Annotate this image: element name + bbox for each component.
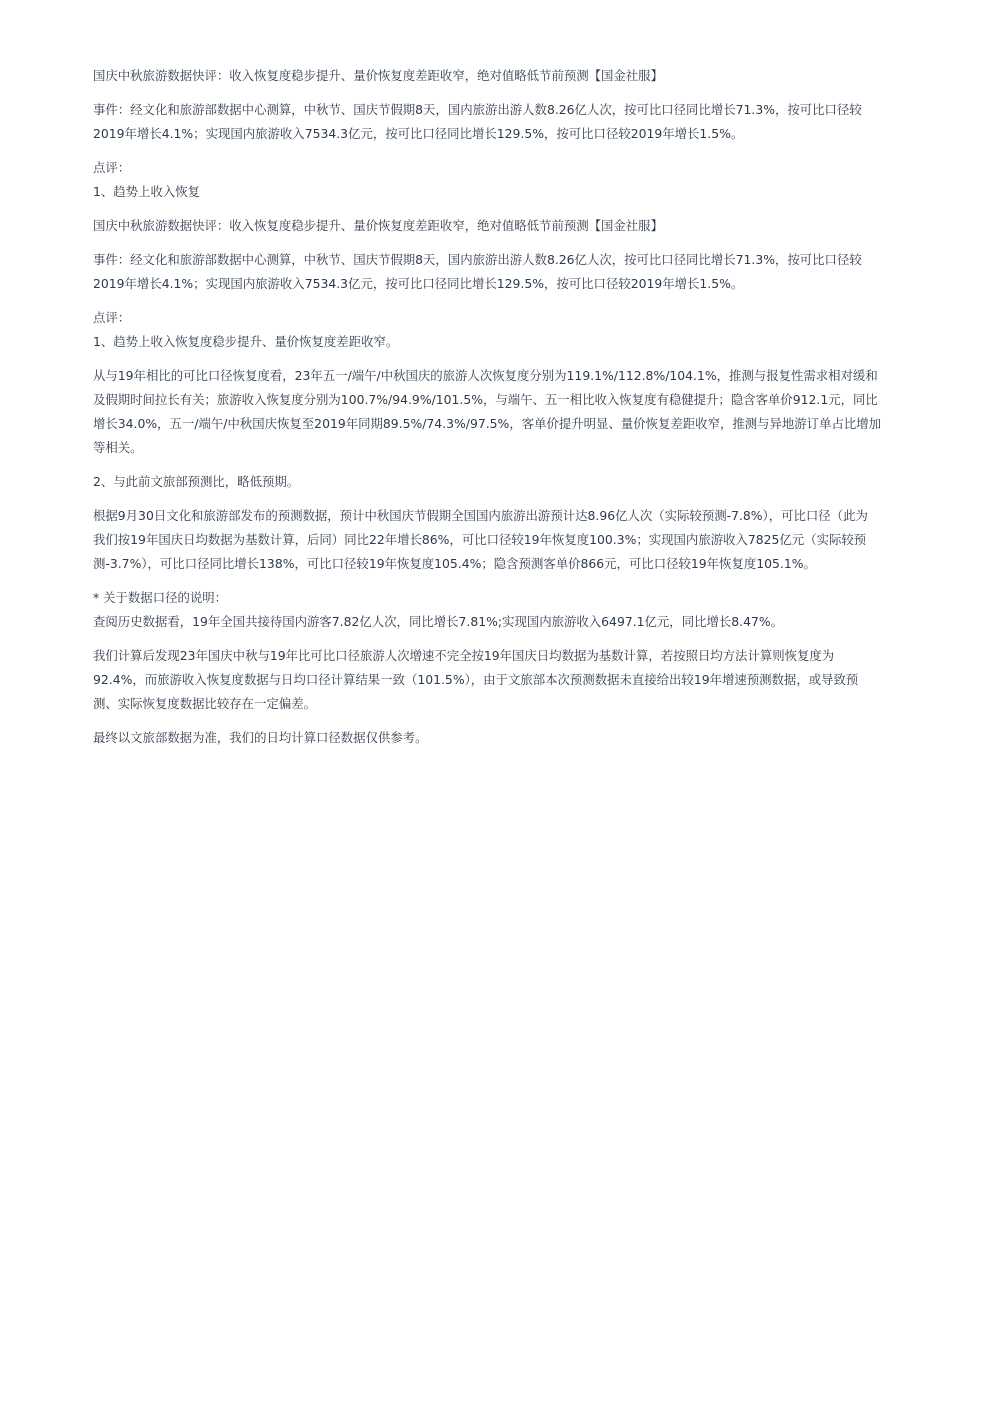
comment-block bbox=[93, 306, 945, 354]
note-history: 查阅历史数据看，19年全国共接待国内游客7.82亿人次，同比增长7.81%;实现国内旅游收入6497.1亿元，同比增长8.47%。 bbox=[93, 614, 784, 629]
paragraph-line: 从与19年相比的可比口径恢复度看，23年五一/端午/中秋国庆的旅游人次恢复度分别为119.1%/112.8%/104.1%，推测与报复性需求相对缓和 bbox=[93, 368, 878, 383]
data-note bbox=[93, 586, 945, 634]
final-note bbox=[93, 726, 945, 750]
forecast-paragraph bbox=[93, 504, 945, 576]
paragraph-line: 根据9月30日文化和旅游部发布的预测数据，预计中秋国庆节假期全国国内旅游出游预计达8.96亿人次（实际较预测-7.8%），可比口径（此为 bbox=[93, 508, 868, 523]
article-title bbox=[93, 214, 945, 238]
event-line: 事件：经文化和旅游部数据中心测算，中秋节、国庆节假期8天，国内旅游出游人数8.26亿人次，按可比口径同比增长71.3%，按可比口径较 bbox=[93, 102, 862, 117]
paragraph-line: 92.4%，而旅游收入恢复度数据与日均口径计算结果一致（101.5%），由于文旅部本次预测数据未直接给出较19年增速预测数据，或导致预 bbox=[93, 672, 859, 687]
calc-paragraph bbox=[93, 644, 945, 716]
point-heading: 2、与此前文旅部预测比，略低预期。 bbox=[93, 474, 300, 489]
note-label: * 关于数据口径的说明： bbox=[93, 590, 228, 605]
final-text: 最终以文旅部数据为准，我们的日均计算口径数据仅供参考。 bbox=[93, 730, 428, 745]
event-paragraph bbox=[93, 248, 945, 296]
recovery-paragraph bbox=[93, 364, 945, 460]
title-text: 国庆中秋旅游数据快评：收入恢复度稳步提升、量价恢复度差距收窄，绝对值略低节前预测【国金社服】 bbox=[93, 218, 663, 233]
paragraph-line: 测、实际恢复度数据比较存在一定偏差。 bbox=[93, 696, 317, 711]
event-line: 2019年增长4.1%；实现国内旅游收入7534.3亿元，按可比口径同比增长129.5%，按可比口径较2019年增长1.5%。 bbox=[93, 276, 744, 291]
event-line: 事件：经文化和旅游部数据中心测算，中秋节、国庆节假期8天，国内旅游出游人数8.26亿人次，按可比口径同比增长71.3%，按可比口径较 bbox=[93, 252, 862, 267]
comment-label: 点评： bbox=[93, 310, 131, 325]
paragraph-line: 我们按19年国庆日均数据为基数计算，后同）同比22年增长86%，可比口径较19年恢复度100.3%；实现国内旅游收入7825亿元（实际较预 bbox=[93, 532, 867, 547]
paragraph-line: 测-3.7%），可比口径同比增长138%，可比口径较19年恢复度105.4%；隐含预测客单价866元，可比口径较19年恢复度105.1%。 bbox=[93, 556, 816, 571]
point-heading: 1、趋势上收入恢复 bbox=[93, 184, 201, 199]
comment-label: 点评： bbox=[93, 160, 131, 175]
paragraph-line: 我们计算后发现23年国庆中秋与19年比可比口径旅游人次增速不完全按19年国庆日均数据为基数计算，若按照日均方法计算则恢复度为 bbox=[93, 648, 835, 663]
document-body bbox=[93, 64, 945, 760]
point-2 bbox=[93, 470, 945, 494]
paragraph-line: 等相关。 bbox=[93, 440, 143, 455]
paragraph-line: 增长34.0%，五一/端午/中秋国庆恢复至2019年同期89.5%/74.3%/97.5%，客单价提升明显、量价恢复差距收窄，推测与异地游订单占比增加 bbox=[93, 416, 882, 431]
point-heading: 1、趋势上收入恢复度稳步提升、量价恢复度差距收窄。 bbox=[93, 334, 399, 349]
event-line: 2019年增长4.1%；实现国内旅游收入7534.3亿元，按可比口径同比增长129.5%，按可比口径较2019年增长1.5%。 bbox=[93, 126, 744, 141]
comment-block bbox=[93, 156, 945, 204]
event-paragraph bbox=[93, 98, 945, 146]
title-text: 国庆中秋旅游数据快评：收入恢复度稳步提升、量价恢复度差距收窄，绝对值略低节前预测【国金社服】 bbox=[93, 68, 663, 83]
paragraph-line: 及假期时间拉长有关；旅游收入恢复度分别为100.7%/94.9%/101.5%，与端午、五一相比收入恢复度有稳健提升；隐含客单价912.1元，同比 bbox=[93, 392, 878, 407]
article-title bbox=[93, 64, 945, 88]
